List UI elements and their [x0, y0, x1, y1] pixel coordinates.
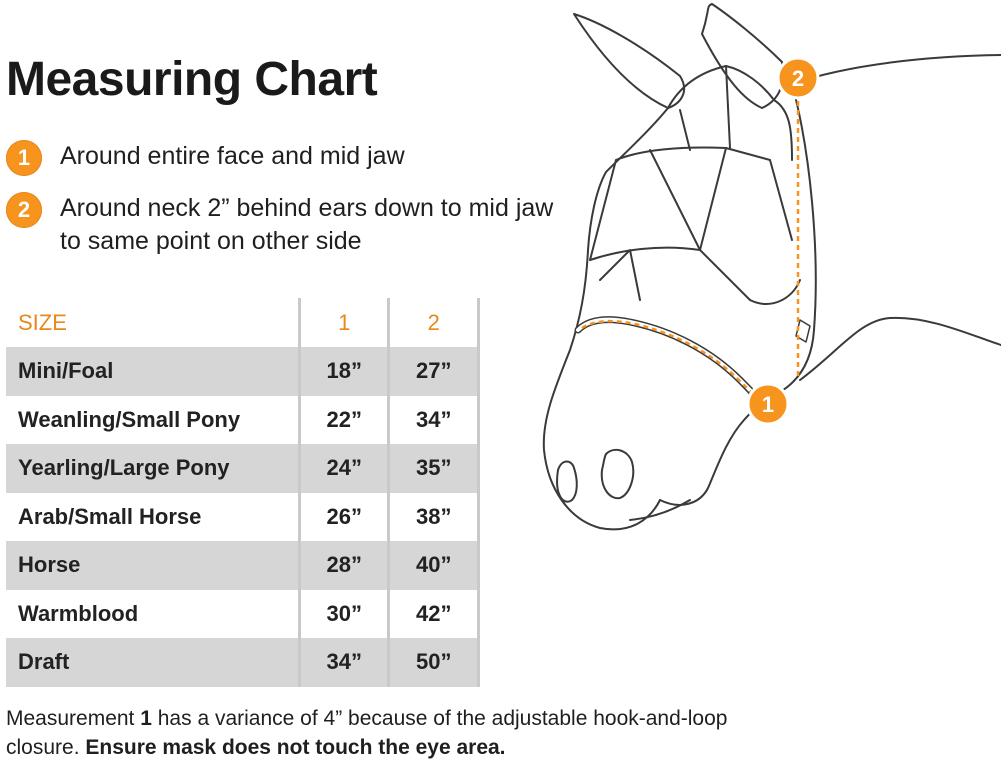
- measurement-1-cell: 26”: [299, 493, 389, 542]
- horse-head-illustration: [530, 0, 1001, 560]
- number-badge-2: 2: [6, 192, 42, 228]
- table-row: [6, 493, 479, 542]
- number-badge-1: 1: [6, 140, 42, 176]
- measurement-2-cell: 38”: [389, 493, 479, 542]
- marker-2-label: 2: [791, 66, 805, 91]
- size-cell: Warmblood: [18, 600, 139, 626]
- table-row: [6, 638, 479, 687]
- measurement-2-cell: 42”: [389, 590, 479, 639]
- marker-1-label: 1: [761, 392, 775, 417]
- measurement-1-cell: 24”: [299, 444, 389, 493]
- footnote: [6, 704, 766, 762]
- table-row: [6, 347, 479, 396]
- header-measurement-1: 1: [299, 298, 389, 347]
- table-row: [6, 541, 479, 590]
- marker-1: [748, 384, 788, 424]
- size-cell: Arab/Small Horse: [18, 503, 202, 529]
- legend-text-2: Around neck 2” behind ears down to mid jaw to same point on other side: [60, 194, 554, 255]
- measurement-1-cell: 22”: [299, 396, 389, 445]
- measurement-2-cell: 50”: [389, 638, 479, 687]
- measurement-1-cell: 28”: [299, 541, 389, 590]
- table-row: [6, 444, 479, 493]
- header-size: SIZE: [18, 309, 67, 335]
- measurement-1-cell: 30”: [299, 590, 389, 639]
- measurement-1-cell: 34”: [299, 638, 389, 687]
- measurement-2-cell: 27”: [389, 347, 479, 396]
- size-cell: Mini/Foal: [6, 347, 299, 396]
- table-header-row: [6, 298, 479, 347]
- footnote-text: Measurement: [6, 707, 141, 730]
- page-title: Measuring Chart: [6, 53, 378, 106]
- legend-item-1: [6, 140, 566, 176]
- header-measurement-2: 2: [389, 298, 479, 347]
- size-cell: Yearling/Large Pony: [6, 444, 299, 493]
- measurement-2-cell: 34”: [389, 396, 479, 445]
- measurement-2-cell: 40”: [389, 541, 479, 590]
- legend-item-2: [6, 192, 566, 258]
- footnote-measurement-number: 1: [140, 707, 152, 730]
- footnote-text: has a variance of 4” because of the adjustable hook-and-loop closure.: [6, 707, 728, 759]
- size-table: [6, 298, 480, 687]
- footnote-warning: Ensure mask does not touch the eye area.: [85, 736, 506, 759]
- size-cell: Draft: [6, 638, 299, 687]
- table-row: [6, 396, 479, 445]
- legend-text-1: Around entire face and mid jaw: [60, 142, 405, 170]
- size-cell: Weanling/Small Pony: [18, 406, 241, 432]
- measurement-1-cell: 18”: [299, 347, 389, 396]
- size-cell: Horse: [6, 541, 299, 590]
- measurement-2-cell: 35”: [389, 444, 479, 493]
- marker-2: [778, 58, 818, 98]
- table-row: [6, 590, 479, 639]
